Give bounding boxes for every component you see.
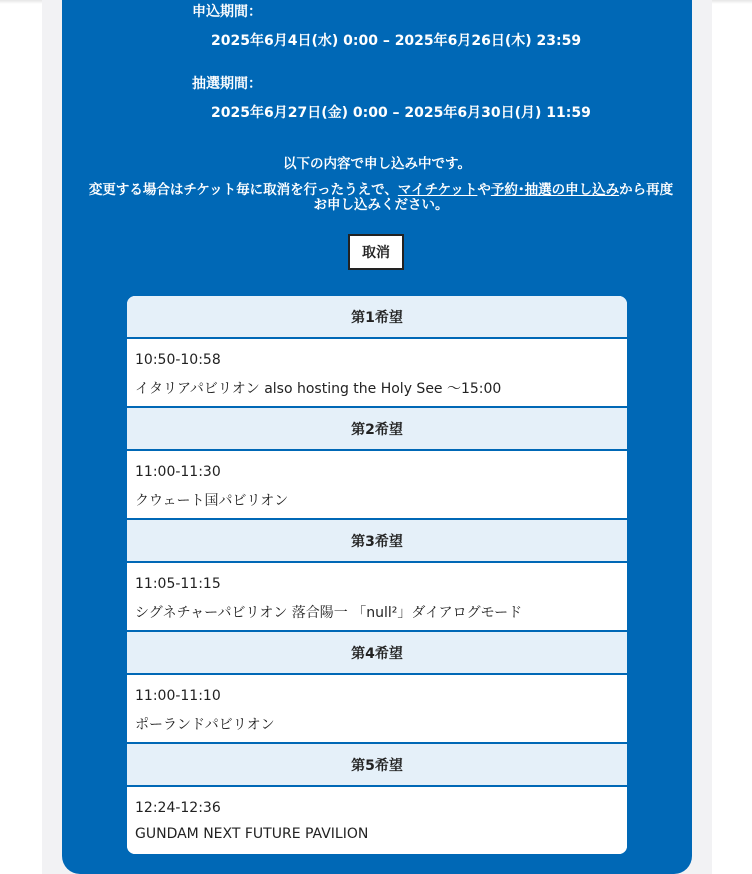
choice-pavilion: クウェート国パビリオン	[135, 493, 289, 509]
choice-time: 10:50-10:58	[135, 352, 221, 368]
reservation-lottery-link[interactable]: 予約･抽選の申し込み	[490, 182, 620, 198]
change-instructions	[86, 183, 676, 213]
choice-list	[127, 296, 627, 854]
choice-time: 11:00-11:10	[135, 688, 221, 704]
choice-header-4: 第4希望	[127, 632, 627, 675]
choice-header-5: 第5希望	[127, 744, 627, 787]
cancel-button[interactable]: 取消	[348, 234, 404, 270]
my-ticket-link[interactable]: マイチケット	[397, 182, 478, 198]
choice-pavilion: GUNDAM NEXT FUTURE PAVILION	[135, 826, 369, 842]
choice-item-4	[127, 675, 627, 744]
application-period-value: 2025年6月4日(水) 0:00 – 2025年6月26日(木) 23:59	[211, 33, 582, 49]
lottery-period-value: 2025年6月27日(金) 0:00 – 2025年6月30日(月) 11:59	[211, 105, 591, 121]
choice-pavilion: ポーランドパビリオン	[135, 717, 275, 733]
choice-pavilion: イタリアパビリオン also hosting the Holy See ～15:00	[135, 381, 502, 397]
change-text-before: 変更する場合はチケット毎に取消を行ったうえで、	[88, 182, 398, 198]
change-text-after: から再度お申し込みください。	[313, 182, 674, 213]
choice-item-1	[127, 339, 627, 408]
choice-pavilion: シグネチャーパビリオン 落合陽一 「null²」ダイアログモード	[135, 605, 523, 621]
choice-item-3	[127, 563, 627, 632]
application-notice: 以下の内容で申し込み中です。	[283, 156, 471, 172]
choice-time: 11:05-11:15	[135, 576, 221, 592]
choice-header-2: 第2希望	[127, 408, 627, 451]
choice-header-1: 第1希望	[127, 296, 627, 339]
application-period-label: 申込期間：	[192, 4, 262, 20]
choice-time: 11:00-11:30	[135, 464, 221, 480]
application-status-panel	[62, 0, 692, 874]
choice-time: 12:24-12:36	[135, 800, 221, 816]
change-text-middle: や	[477, 182, 491, 198]
choice-header-3: 第3希望	[127, 520, 627, 563]
lottery-period-label: 抽選期間：	[192, 76, 262, 92]
choice-item-5	[127, 787, 627, 854]
choice-item-2	[127, 451, 627, 520]
